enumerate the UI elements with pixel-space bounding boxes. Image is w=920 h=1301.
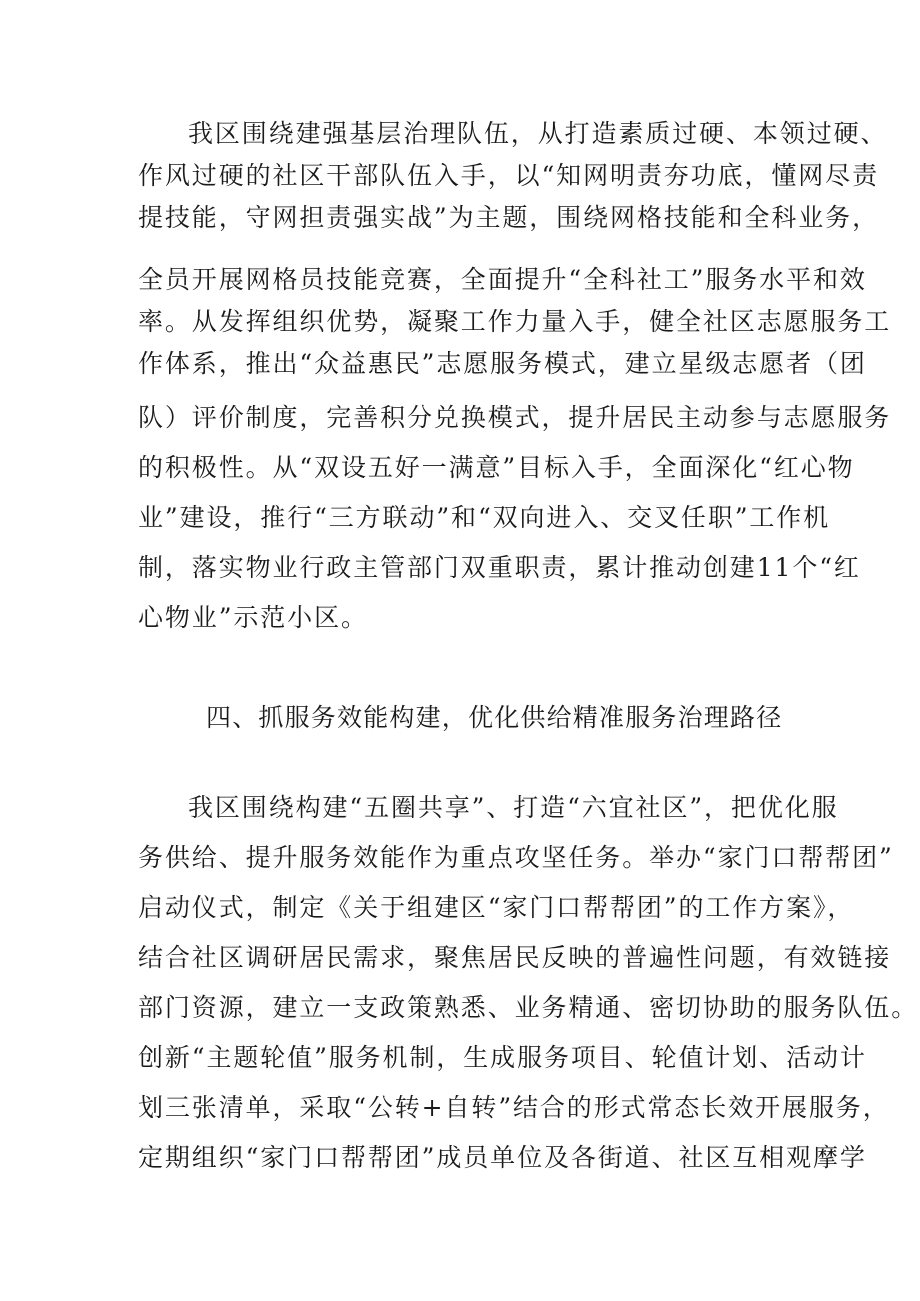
paragraph-1-line-10: 制，落实物业行政主管部门双重职责，累计推动创建11个“红 [138, 553, 861, 582]
paragraph-2-line-2: 务供给、提升服务效能作为重点攻坚任务。举办“家门口帮帮团” [138, 843, 894, 872]
paragraph-1-line-4: 全员开展网格员技能竞赛，全面提升“全科社工”服务水平和效 [138, 265, 867, 294]
paragraph-2-line-1: 我区围绕构建“五圈共享”、打造“六宜社区”，把优化服 [188, 793, 839, 822]
section-4-heading: 四、抓服务效能构建，优化供给精准服务治理路径 [206, 703, 783, 732]
paragraph-1-line-7: 队）评价制度，完善积分兑换模式，提升居民主动参与志愿服务 [138, 403, 892, 432]
paragraph-2-line-7: 划三张清单，采取“公转+自转”结合的形式常态长效开展服务， [138, 1093, 890, 1122]
paragraph-2-line-8: 定期组织“家门口帮帮团”成员单位及各街道、社区互相观摩学 [138, 1143, 867, 1172]
paragraph-1-line-9: 业”建设，推行“三方联动”和“双向进入、交叉任职”工作机 [138, 503, 831, 532]
paragraph-1-line-6: 作体系，推出“众益惠民”志愿服务模式，建立星级志愿者（团 [138, 349, 867, 378]
paragraph-1-line-3: 提技能，守网担责强实战”为主题，围绕网格技能和全科业务， [138, 203, 879, 232]
paragraph-2-line-4: 结合社区调研居民需求，聚焦居民反映的普遍性问题，有效链接 [138, 943, 892, 972]
paragraph-1-line-11: 心物业”示范小区。 [138, 603, 368, 632]
paragraph-1-line-8: 的积极性。从“双设五好一满意”目标入手，全面深化“红心物 [138, 453, 855, 482]
paragraph-1-line-1: 我区围绕建强基层治理队伍，从打造素质过硬、本领过硬、 [188, 119, 888, 148]
paragraph-2-line-3: 启动仪式，制定《关于组建区“家门口帮帮团”的工作方案》， [138, 893, 855, 922]
paragraph-1-line-2: 作风过硬的社区干部队伍入手，以“知网明责夯功底，懂网尽责 [138, 161, 879, 190]
paragraph-2-line-5: 部门资源，建立一支政策熟悉、业务精通、密切协助的服务队伍。 [138, 993, 919, 1022]
paragraph-2-line-6: 创新“主题轮值”服务机制，生成服务项目、轮值计划、活动计 [138, 1043, 867, 1072]
paragraph-1-line-5: 率。从发挥组织优势，凝聚工作力量入手，健全社区志愿服务工 [138, 307, 892, 336]
